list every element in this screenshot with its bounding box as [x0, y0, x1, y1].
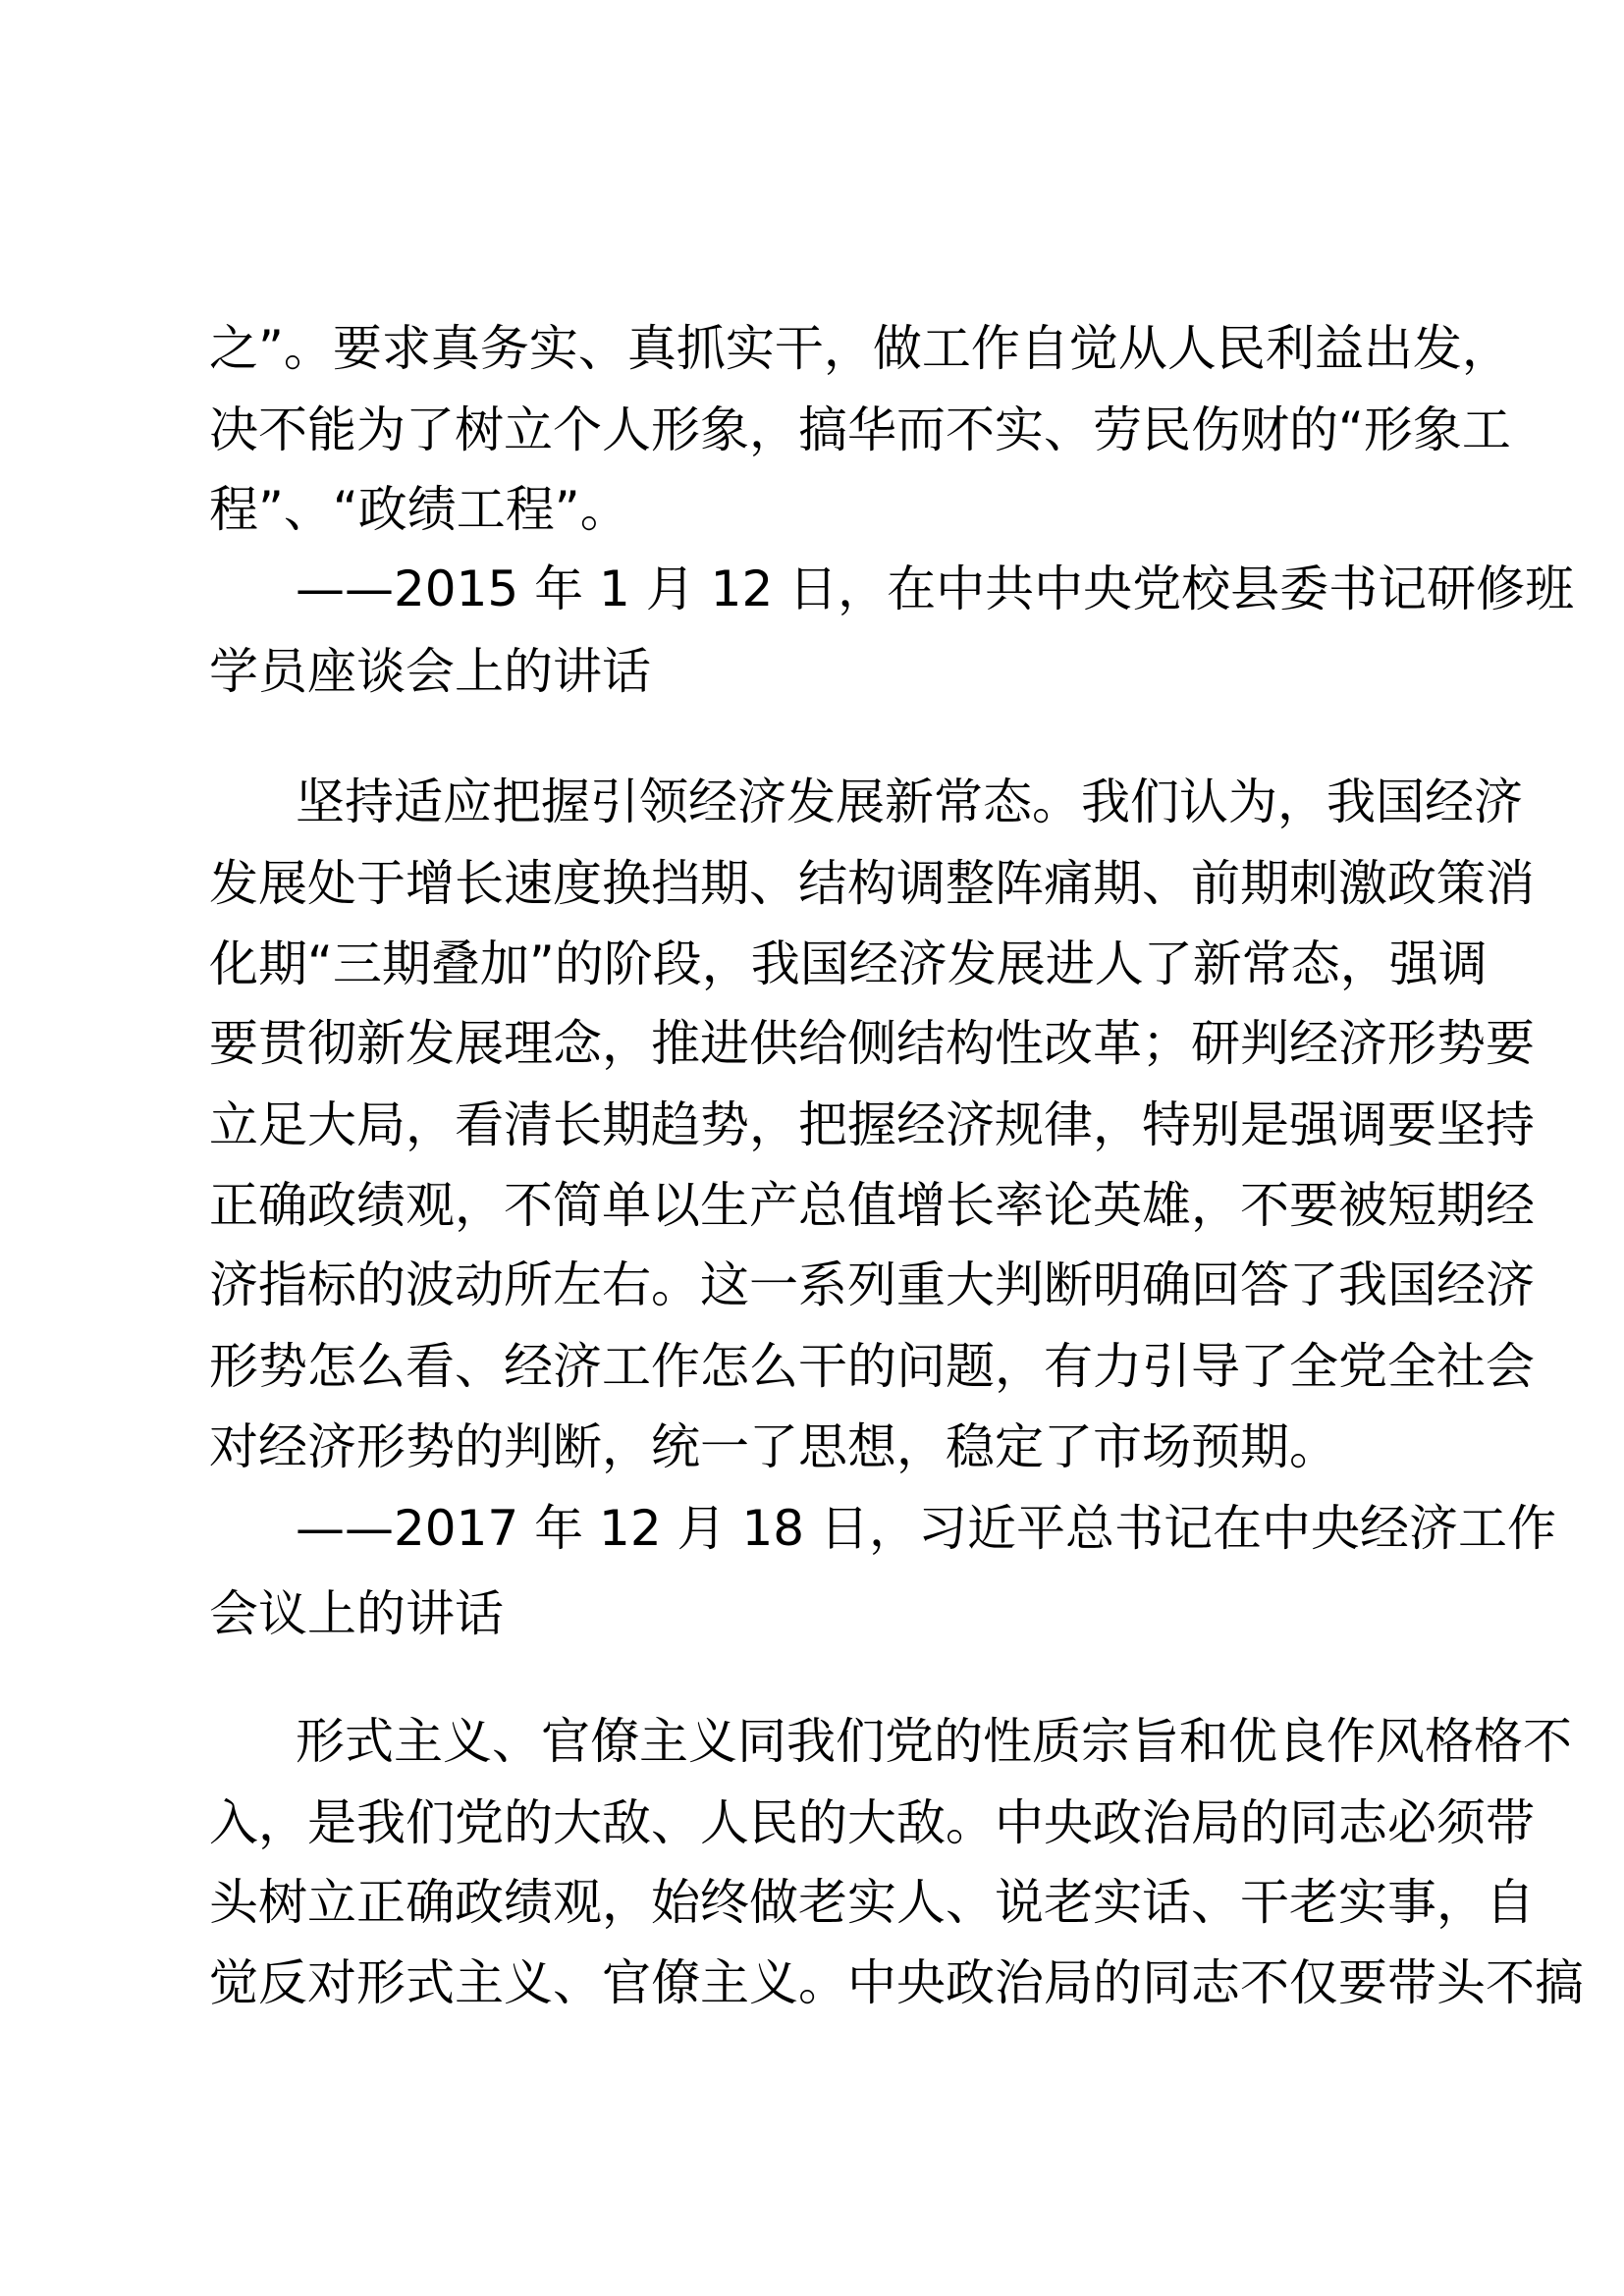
citation-line: ——2017 年 12 月 18 日，习近平总书记在中央经济工作: [296, 1500, 1556, 1557]
text-line: 对经济形势的判断，统一了思想，稳定了市场预期。: [209, 1418, 1338, 1475]
text-line: 决不能为了树立个人形象，搞华而不实、劳民伤财的“形象工: [209, 401, 1511, 458]
text-line: 化期“三期叠加”的阶段，我国经济发展进人了新常态，强调: [209, 935, 1488, 992]
text-line: 正确政绩观，不简单以生产总值增长率论英雄，不要被短期经: [209, 1177, 1535, 1234]
text-line: 之”。要求真务实、真抓实干，做工作自觉从人民利益出发，: [209, 320, 1511, 377]
citation-line: 会议上的讲话: [209, 1585, 504, 1642]
citation-line: 学员座谈会上的讲话: [209, 643, 651, 700]
text-line: 头树立正确政绩观，始终做老实人、说老实话、干老实事，自: [209, 1874, 1535, 1931]
text-line: 发展处于增长速度换挡期、结构调整阵痛期、前期刺激政策消: [209, 855, 1535, 912]
text-line: 要贯彻新发展理念，推进供给侧结构性改革；研判经济形势要: [209, 1015, 1535, 1072]
text-line: 形式主义、官僚主义同我们党的性质宗旨和优良作风格格不: [296, 1713, 1572, 1770]
text-line: 坚持适应把握引领经济发展新常态。我们认为，我国经济: [296, 774, 1523, 830]
text-line: 觉反对形式主义、官僚主义。中央政治局的同志不仅要带头不搞: [209, 1954, 1584, 2011]
citation-line: ——2015 年 1 月 12 日，在中共中央党校县委书记研修班: [296, 561, 1575, 617]
text-line: 济指标的波动所左右。这一系列重大判断明确回答了我国经济: [209, 1256, 1535, 1313]
text-line: 程”、“政绩工程”。: [209, 481, 629, 538]
text-line: 立足大局，看清长期趋势，把握经济规律，特别是强调要坚持: [209, 1096, 1535, 1153]
text-line: 形势怎么看、经济工作怎么干的问题，有力引导了全党全社会: [209, 1338, 1535, 1395]
text-line: 入，是我们党的大敌、人民的大敌。中央政治局的同志必须带: [209, 1794, 1535, 1851]
